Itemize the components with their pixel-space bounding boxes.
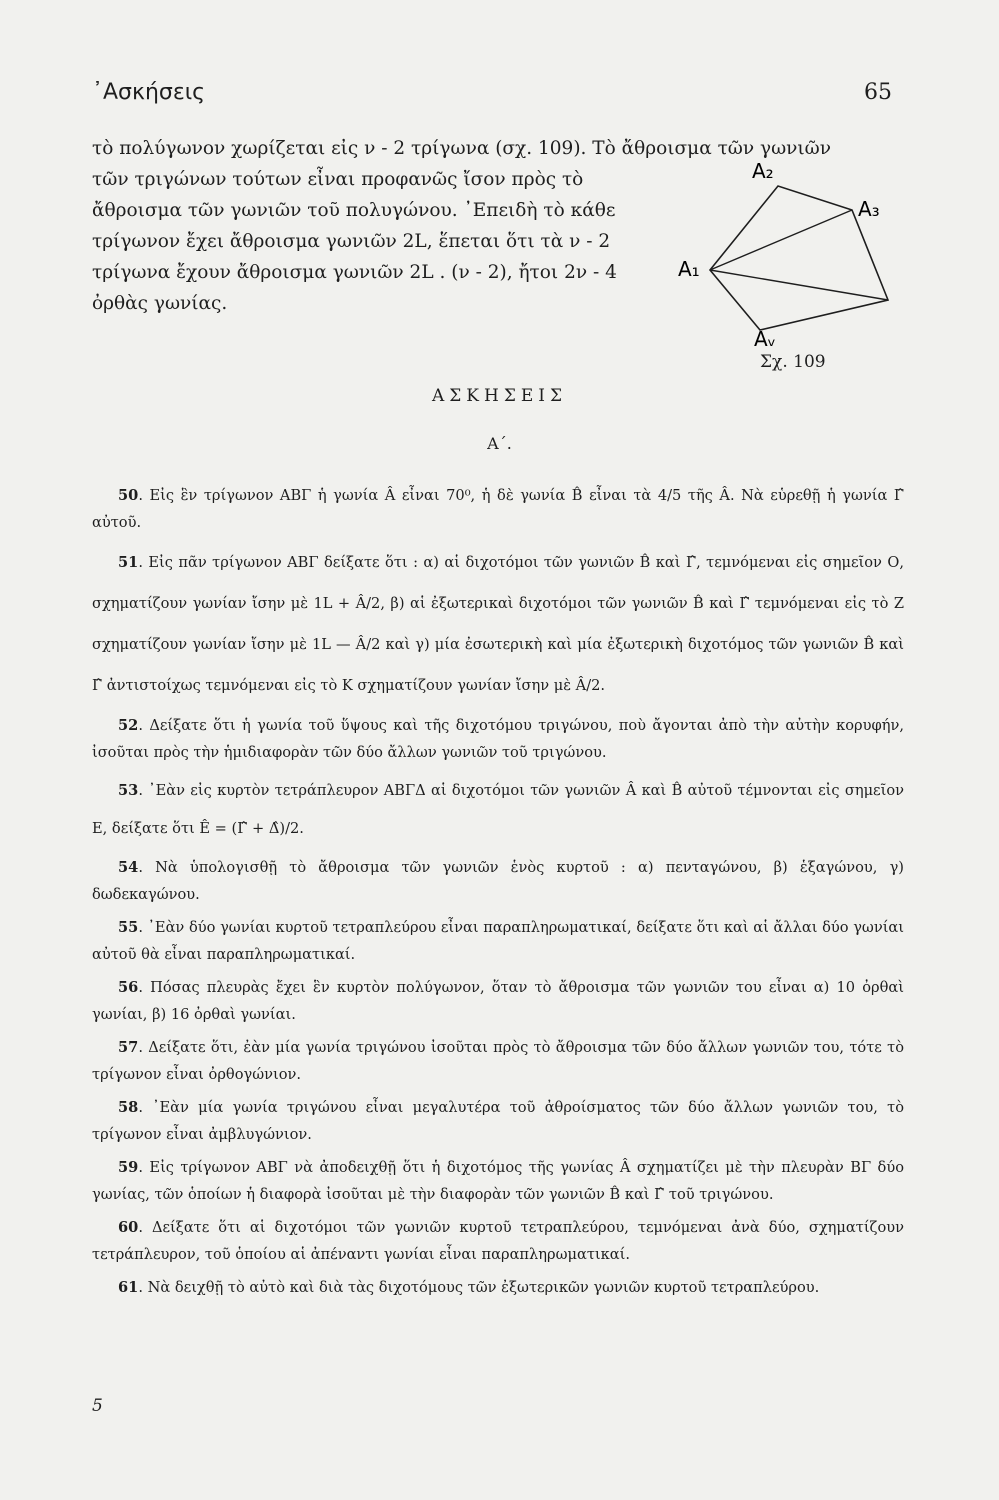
exercise-item bbox=[92, 482, 904, 536]
subsection-title: Α΄. bbox=[487, 434, 512, 453]
exercise-number: 54 bbox=[118, 859, 139, 876]
exercise-text: . Εἰς πᾶν τρίγωνον ΑΒΓ δείξατε ὅτι : α) αἱ διχοτόμοι τῶν γωνιῶν B̂ καὶ Γ̂, τεμνόμεναι εἰς σημεῖον Ο, σχηματίζουν γωνίαν ἴσην μὲ 1L + Â/2, β) αἱ ἐξωτερικαὶ διχοτόμοι τῶν γωνιῶν B̂ καὶ Γ̂ τεμνόμεναι εἰς τὸ Ζ σχηματίζουν γωνίαν ἴσην μὲ 1L — Â/2 καὶ γ) μία ἐσωτερικὴ καὶ μία ἐξωτερικὴ διχοτόμος τῶν γωνιῶν B̂ καὶ Γ̂ ἀντιστοίχως τεμνόμεναι εἰς τὸ Κ σχηματίζουν γωνίαν ἴσην μὲ Â/2. bbox=[92, 554, 904, 694]
exercise-item bbox=[92, 914, 904, 968]
exercise-text: . Νὰ ὑπολογισθῇ τὸ ἄθροισμα τῶν γωνιῶν ἑνὸς κυρτοῦ : α) πενταγώνου, β) ἑξαγώνου, γ) δωδεκαγώνου. bbox=[92, 859, 904, 903]
exercise-text: . Εἰς τρίγωνον ΑΒΓ νὰ ἀποδειχθῇ ὅτι ἡ διχοτόμος τῆς γωνίας Â σχηματίζει μὲ τὴν πλευρὰν ΒΓ δύο γωνίας, τῶν ὁποίων ἡ διαφορὰ ἰσοῦται μὲ τὴν διαφορὰν τῶν γωνιῶν B̂ καὶ Γ̂ τοῦ τριγώνου. bbox=[92, 1159, 904, 1203]
exercise-item bbox=[92, 1274, 904, 1301]
exercise-number: 60 bbox=[118, 1219, 139, 1236]
diagonal-line bbox=[710, 270, 888, 300]
exercise-number: 56 bbox=[118, 979, 139, 996]
exercise-text: . Εἰς ἓν τρίγωνον ΑΒΓ ἡ γωνία Â εἶναι 70⁰, ἡ δὲ γωνία B̂ εἶναι τὰ 4/5 τῆς Â. Νὰ εὑρεθῇ ἡ γωνία Γ̂ αὐτοῦ. bbox=[92, 487, 904, 531]
section-title: ΑΣΚΗΣΕΙΣ bbox=[432, 386, 567, 406]
exercise-number: 52 bbox=[118, 717, 139, 734]
signature-mark: 5 bbox=[92, 1396, 103, 1416]
exercise-item bbox=[92, 542, 904, 706]
exercise-number: 61 bbox=[118, 1279, 139, 1296]
intro-line: ἄθροισμα τῶν γωνιῶν τοῦ πολυγώνου. ᾿Επειδὴ τὸ κάθε bbox=[92, 200, 616, 221]
exercise-item bbox=[92, 1034, 904, 1088]
vertex-label-a2: A₂ bbox=[752, 159, 774, 183]
exercise-text: . Δείξατε ὅτι ἡ γωνία τοῦ ὕψους καὶ τῆς διχοτόμου τριγώνου, ποὺ ἄγονται ἀπὸ τὴν αὐτὴν κορυφήν, ἰσοῦται πρὸς τὴν ἡμιδιαφορὰν τῶν δύο ἄλλων γωνιῶν τοῦ τριγώνου. bbox=[92, 717, 904, 761]
exercise-number: 59 bbox=[118, 1159, 139, 1176]
exercise-item bbox=[92, 1154, 904, 1208]
exercise-item bbox=[92, 712, 904, 766]
exercise-number: 55 bbox=[118, 919, 139, 936]
polygon-figure bbox=[678, 158, 895, 378]
exercise-item bbox=[92, 974, 904, 1028]
intro-line: τὸ πολύγωνον χωρίζεται εἰς ν - 2 τρίγωνα (σχ. 109). Τὸ ἄθροισμα τῶν γωνιῶν bbox=[92, 138, 831, 159]
exercise-item bbox=[92, 854, 904, 908]
exercise-text: . Νὰ δειχθῇ τὸ αὐτὸ καὶ διὰ τὰς διχοτόμους τῶν ἐξωτερικῶν γωνιῶν κυρτοῦ τετραπλεύρου. bbox=[138, 1279, 820, 1296]
exercise-number: 57 bbox=[118, 1039, 139, 1056]
exercise-text: . ᾿Εὰν μία γωνία τριγώνου εἶναι μεγαλυτέρα τοῦ ἀθροίσματος τῶν δύο ἄλλων γωνιῶν του, τὸ τρίγωνον εἶναι ἀμβλυγώνιον. bbox=[92, 1099, 904, 1143]
intro-line: τῶν τριγώνων τούτων εἶναι προφανῶς ἴσον πρὸς τὸ bbox=[92, 169, 584, 190]
exercise-text: . Πόσας πλευρὰς ἔχει ἓν κυρτὸν πολύγωνον, ὅταν τὸ ἄθροισμα τῶν γωνιῶν του εἶναι α) 10 ὀρθαὶ γωνίαι, β) 16 ὀρθαὶ γωνίαι. bbox=[92, 979, 904, 1023]
intro-line: τρίγωνα ἔχουν ἄθροισμα γωνιῶν 2L . (ν - 2), ἤτοι 2ν - 4 bbox=[92, 262, 617, 283]
exercise-number: 53 bbox=[118, 782, 139, 799]
exercise-number: 51 bbox=[118, 554, 139, 571]
exercise-text: . ᾿Εὰν εἰς κυρτὸν τετράπλευρον ΑΒΓΔ αἱ διχοτόμοι τῶν γωνιῶν Â καὶ B̂ αὐτοῦ τέμνονται εἰς σημεῖον Ε, δείξατε ὅτι Ê = (Γ̂ + Δ̂)/2. bbox=[92, 782, 904, 837]
exercise-item bbox=[92, 1094, 904, 1148]
vertex-label-a3: A₃ bbox=[858, 197, 880, 221]
exercise-text: . ᾿Εὰν δύο γωνίαι κυρτοῦ τετραπλεύρου εἶναι παραπληρωματικαί, δείξατε ὅτι καὶ αἱ ἄλλαι δύο γωνίαι αὐτοῦ θὰ εἶναι παραπληρωματικαί. bbox=[92, 919, 904, 963]
exercise-list bbox=[92, 482, 904, 1307]
running-head: ᾿Ασκήσεις bbox=[92, 80, 206, 105]
intro-line: τρίγωνον ἔχει ἄθροισμα γωνιῶν 2L, ἕπεται ὅτι τὰ ν - 2 bbox=[92, 231, 611, 252]
intro-line: ὀρθὰς γωνίας. bbox=[92, 293, 228, 314]
vertex-label-an: Aᵥ bbox=[754, 327, 777, 351]
diagonal-line bbox=[710, 210, 852, 270]
exercise-number: 58 bbox=[118, 1099, 139, 1116]
page-number: 65 bbox=[864, 80, 892, 105]
exercise-item bbox=[92, 1214, 904, 1268]
exercise-text: . Δείξατε ὅτι αἱ διχοτόμοι τῶν γωνιῶν κυρτοῦ τετραπλεύρου, τεμνόμεναι ἀνὰ δύο, σχηματίζουν τετράπλευρον, τοῦ ὁποίου αἱ ἀπέναντι γωνίαι εἶναι παραπληρωματικαί. bbox=[92, 1219, 904, 1263]
exercise-text: . Δείξατε ὅτι, ἐὰν μία γωνία τριγώνου ἰσοῦται πρὸς τὸ ἄθροισμα τῶν δύο ἄλλων γωνιῶν του, τότε τὸ τρίγωνον εἶναι ὀρθογώνιον. bbox=[92, 1039, 904, 1083]
exercise-item bbox=[92, 772, 904, 848]
exercise-number: 50 bbox=[118, 487, 139, 504]
vertex-label-a1: A₁ bbox=[678, 257, 700, 281]
page-header bbox=[92, 80, 892, 120]
figure-caption: Σχ. 109 bbox=[760, 352, 826, 372]
